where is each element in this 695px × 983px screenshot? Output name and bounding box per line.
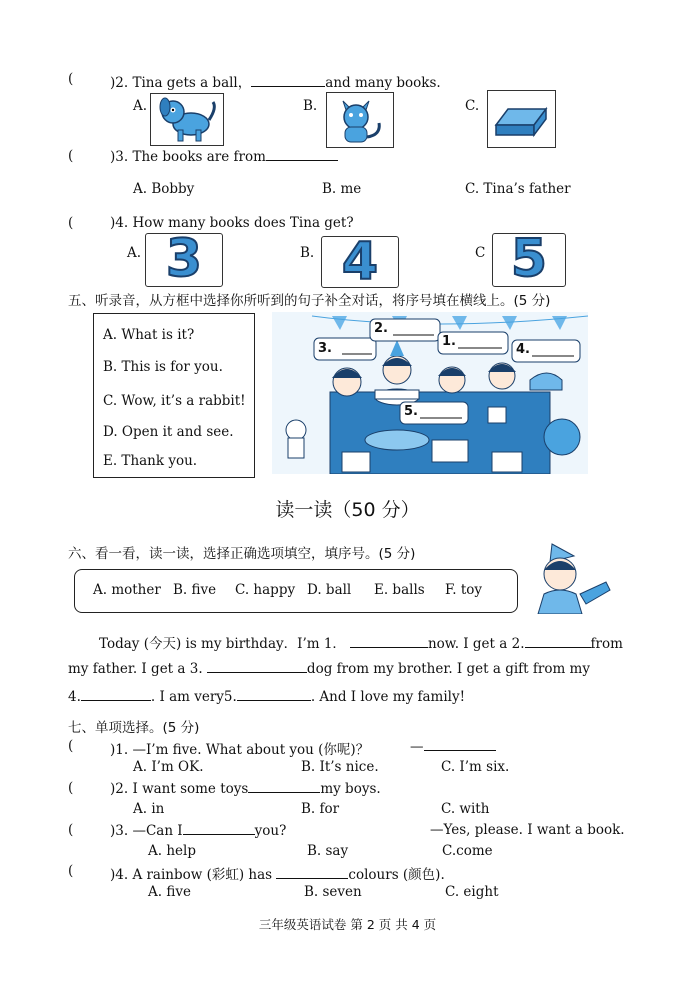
- number-three-card: 3: [145, 233, 223, 287]
- dialogue-option-c: C. Wow, it’s a rabbit!: [103, 393, 246, 409]
- passage-blank-1[interactable]: [350, 635, 428, 648]
- passage-line-2: my father. I get a 3. dog from my brother. I get a gift from my: [68, 661, 590, 677]
- birthday-party-illustration: [272, 312, 588, 474]
- q2-option-a: A.: [133, 98, 148, 114]
- s7-q3-blank[interactable]: [183, 822, 255, 835]
- s7-q3-text: )3. —Can I you?: [110, 823, 287, 839]
- s7-q1-bracket: (: [68, 738, 74, 754]
- passage-line-3: 4. . I am very5. . And I love my family!: [68, 689, 466, 705]
- bubble-label-1: 1.: [442, 334, 456, 349]
- dialogue-option-d: D. Open it and see.: [103, 424, 234, 440]
- q2-blank[interactable]: [251, 74, 325, 87]
- word-option-b: B. five: [173, 582, 217, 598]
- number-four-card: 4: [321, 236, 399, 288]
- s7-q1-text: )1. —I’m five. What about you (你呢)？: [110, 742, 370, 758]
- s7-q4-option-c: C. eight: [445, 884, 499, 900]
- q3-option-a: A. Bobby: [133, 181, 195, 197]
- cat-picture: [326, 92, 394, 148]
- page-footer: 三年级英语试卷 第 2 页 共 4 页: [258, 917, 437, 932]
- q2-text: )2. Tina gets a ball， and many books.: [110, 75, 441, 91]
- s7-q3-option-b: B. say: [307, 843, 349, 859]
- s7-q4-option-a: A. five: [148, 884, 191, 900]
- dialogue-option-e: E. Thank you.: [103, 453, 198, 469]
- s7-q2-option-a: A. in: [133, 801, 165, 817]
- section-5-title: 五、听录音，从方框中选择你所听到的句子补全对话，将序号填在横线上。(5 分): [68, 293, 551, 309]
- book-picture: [487, 90, 556, 148]
- section-7-title: 七、单项选择。(5 分): [68, 720, 200, 736]
- s7-q1-blank[interactable]: [424, 738, 496, 751]
- dialogue-option-a: A. What is it?: [103, 327, 195, 343]
- q3-bracket: (: [68, 148, 74, 164]
- s7-q1-option-b: B. It’s nice.: [301, 759, 379, 775]
- passage-line-1: Today (今天) is my birthday．I’m 1． now. I get a 2. from: [99, 636, 623, 652]
- passage-blank-4[interactable]: [81, 688, 151, 701]
- s7-q2-option-c: C. with: [441, 801, 490, 817]
- q3-option-c: C. Tina’s father: [465, 181, 571, 197]
- reading-section-title: 读一读（50 分）: [275, 499, 420, 521]
- s7-q1-option-a: A. I’m OK.: [133, 759, 204, 775]
- passage-blank-3[interactable]: [207, 660, 307, 673]
- word-options-box: [74, 569, 518, 613]
- s7-q1-option-c: C. I’m six.: [441, 759, 510, 775]
- word-option-e: E. balls: [374, 582, 425, 598]
- s7-q1-answer: —: [410, 738, 496, 755]
- number-five-card: 5: [492, 233, 566, 287]
- q4-option-a: A.: [127, 245, 142, 261]
- passage-blank-2[interactable]: [525, 635, 591, 648]
- q3-text: )3. The books are from: [110, 148, 338, 165]
- s7-q3-option-a: A. help: [148, 843, 196, 859]
- passage-blank-5[interactable]: [237, 688, 311, 701]
- s7-q3-bracket: (: [68, 822, 74, 838]
- s7-q4-option-b: B. seven: [304, 884, 362, 900]
- dialogue-options-box: [93, 313, 255, 478]
- dialogue-option-b: B. This is for you.: [103, 359, 223, 375]
- word-option-a: A. mother: [93, 582, 161, 598]
- q4-option-c: C: [475, 245, 486, 261]
- birthday-boy-picture: [530, 542, 614, 614]
- bubble-label-4: 4.: [516, 342, 530, 357]
- bubble-label-5: 5.: [404, 404, 418, 419]
- q4-option-b: B.: [300, 245, 315, 261]
- bubble-label-3: 3.: [318, 341, 332, 356]
- s7-q2-blank[interactable]: [248, 780, 320, 793]
- q2-option-b: B.: [303, 98, 318, 114]
- q3-option-b: B. me: [322, 181, 362, 197]
- q3-blank[interactable]: [266, 148, 338, 161]
- word-option-c: C. happy: [235, 582, 296, 598]
- s7-q4-bracket: (: [68, 863, 74, 879]
- bubble-label-2: 2.: [374, 321, 388, 336]
- q4-text: )4. How many books does Tina get?: [110, 215, 354, 231]
- s7-q3-option-c: C.come: [442, 843, 493, 859]
- q4-bracket: (: [68, 215, 74, 231]
- s7-q4-blank[interactable]: [276, 866, 348, 879]
- q2-option-c: C.: [465, 98, 480, 114]
- s7-q2-bracket: (: [68, 780, 74, 796]
- s7-q2-option-b: B. for: [301, 801, 340, 817]
- q2-bracket: (: [68, 71, 74, 87]
- s7-q2-text: )2. I want some toys my boys.: [110, 781, 381, 797]
- word-option-d: D. ball: [307, 582, 352, 598]
- section-6-title: 六、看一看，读一读，选择正确选项填空，填序号。(5 分): [68, 546, 416, 562]
- s7-q4-text: )4. A rainbow (彩虹) has colours (颜色).: [110, 867, 445, 883]
- s7-q3-reply: —Yes, please. I want a book.: [430, 822, 625, 838]
- word-option-f: F. toy: [445, 582, 483, 598]
- dog-picture: [150, 93, 224, 146]
